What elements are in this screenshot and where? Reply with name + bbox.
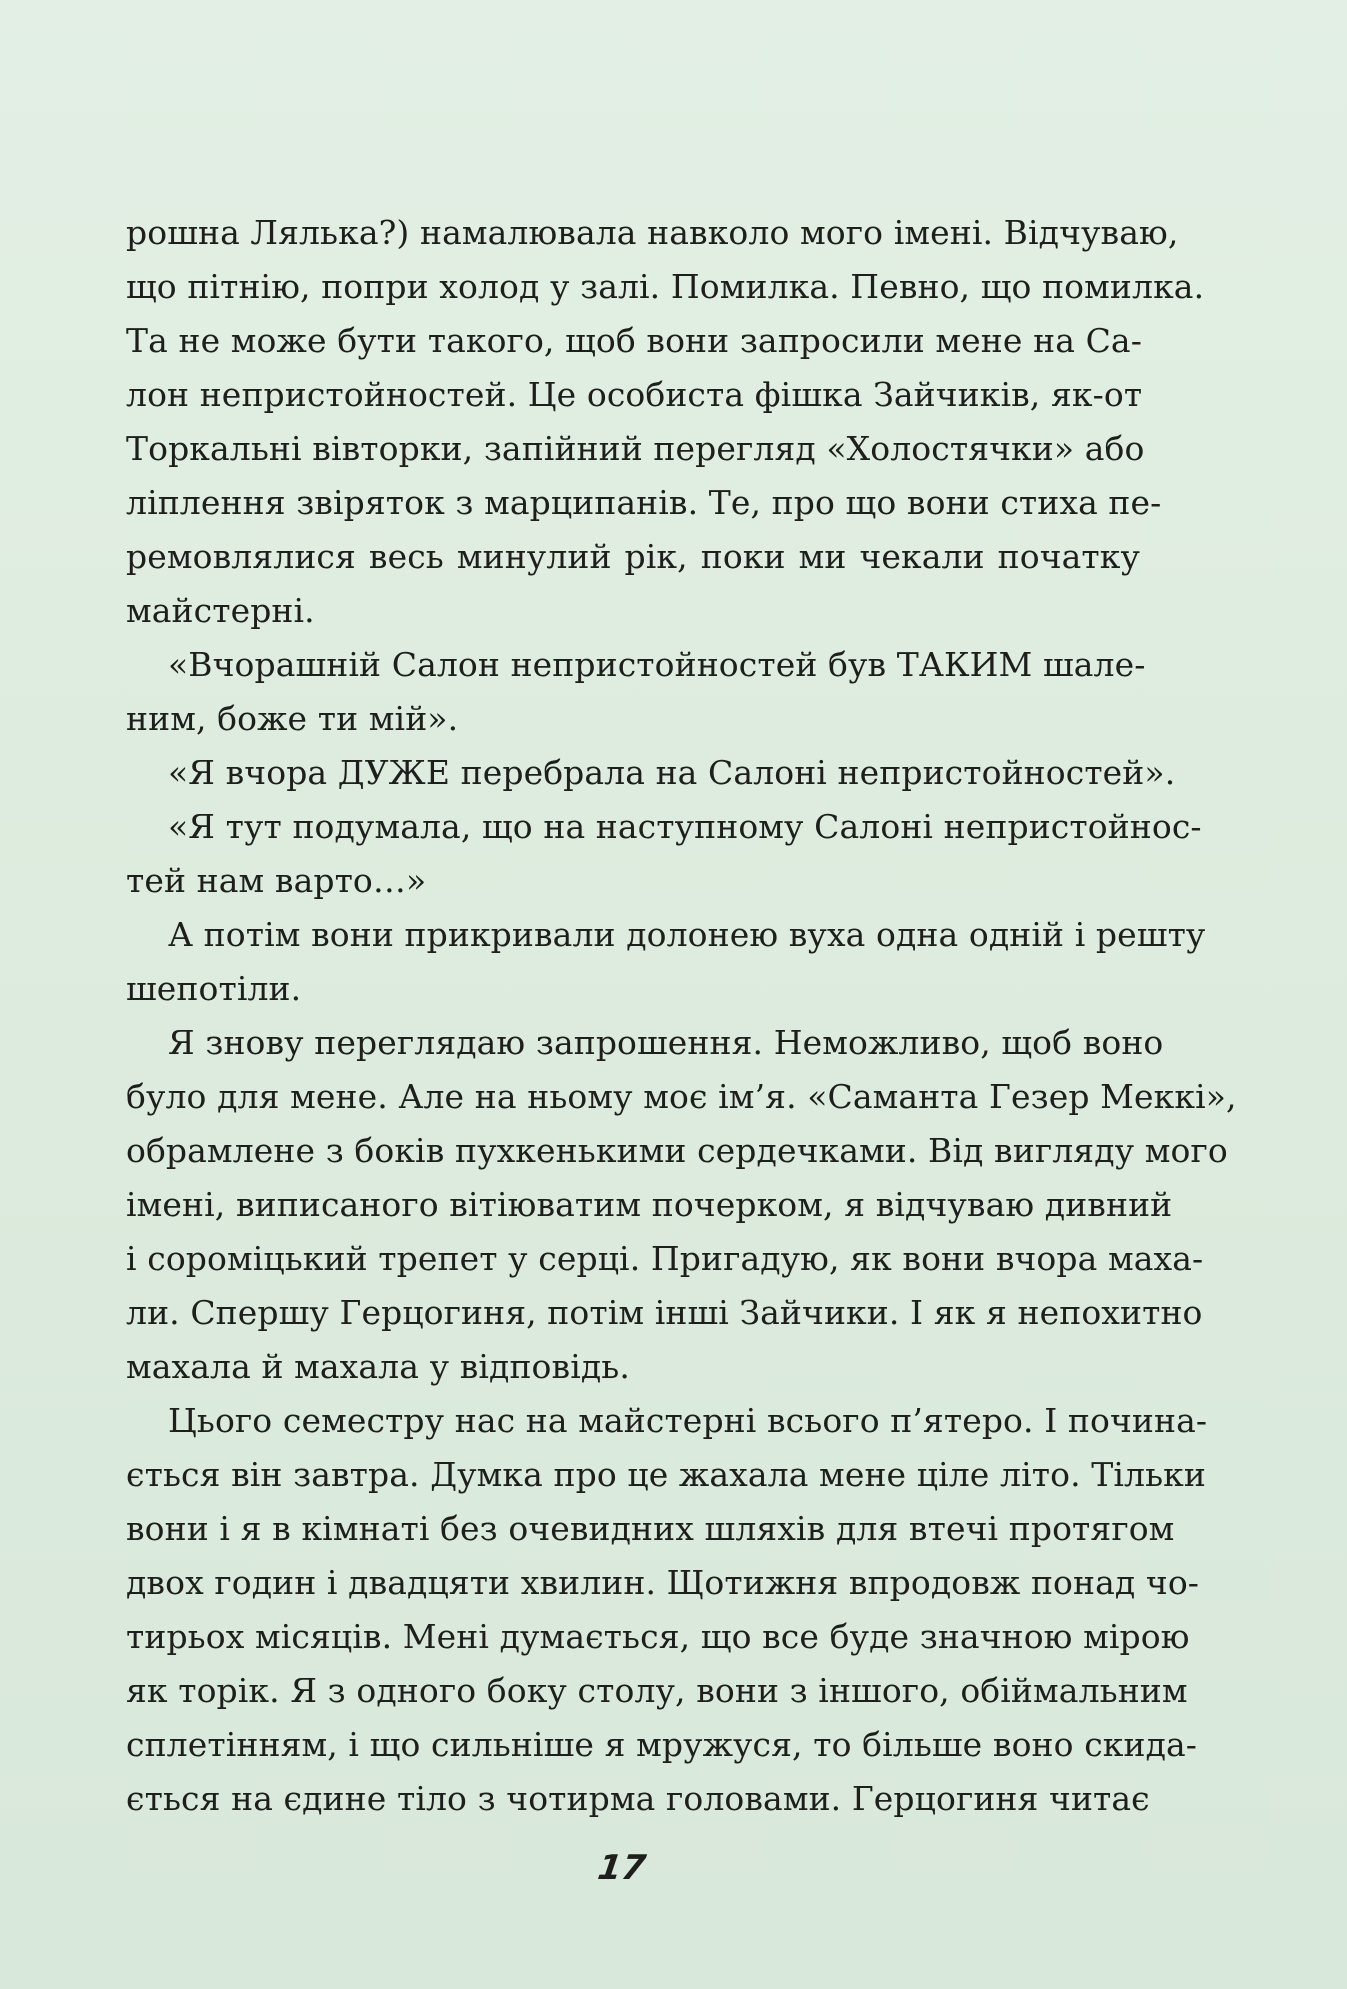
text-line: ється на єдине тіло з чотирма головами. Герцогиня читає: [126, 1779, 1150, 1818]
text-line: ліплення звіряток з марципанів. Те, про що вони стиха пе-: [126, 483, 1162, 522]
page-number: 17: [595, 1848, 649, 1888]
text-line: вони і я в кімнаті без очевидних шляхів для втечі протягом: [126, 1509, 1175, 1548]
text-line: що пітнію, попри холод у залі. Помилка. Певно, що помилка.: [126, 267, 1205, 306]
text-line: «Я вчора ДУЖЕ перебрала на Салоні непристойностей».: [168, 753, 1176, 792]
text-line: обрамлене з боків пухкенькими сердечками. Від вигляду мого: [126, 1131, 1228, 1170]
text-line: лон непристойностей. Це особиста фішка Зайчиків, як-от: [126, 375, 1143, 414]
text-line: було для мене. Але на ньому моє ім’я. «Саманта Гезер Меккі»,: [126, 1077, 1237, 1116]
text-line: Я знову переглядаю запрошення. Неможливо, щоб воно: [168, 1023, 1164, 1062]
text-line: сплетінням, і що сильніше я мружуся, то більше воно скида-: [126, 1725, 1198, 1764]
text-line: і сороміцький трепет у серці. Пригадую, як вони вчора маха-: [126, 1239, 1204, 1278]
text-line: тей нам варто…»: [126, 861, 427, 900]
text-line: майстерні.: [126, 591, 315, 630]
text-line: тирьох місяців. Мені думається, що все буде значною мірою: [126, 1617, 1190, 1656]
body-text: [126, 206, 1237, 1826]
text-line: «Вчорашній Салон непристойностей був ТАКИМ шале-: [168, 645, 1146, 684]
text-line: ється він завтра. Думка про це жахала мене ціле літо. Тільки: [126, 1455, 1206, 1494]
text-line: ним, боже ти мій».: [126, 699, 459, 738]
text-line: імені, виписаного вітіюватим почерком, я відчуваю дивний: [126, 1185, 1173, 1224]
text-line: махала й махала у відповідь.: [126, 1347, 630, 1386]
text-line: двох годин і двадцяти хвилин. Щотижня впродовж понад чо-: [126, 1563, 1200, 1602]
text-line: ремовлялися весь минулий рік, поки ми чекали початку: [126, 537, 1140, 576]
text-line: ли. Спершу Герцогиня, потім інші Зайчики. І як я непохитно: [126, 1293, 1203, 1332]
text-line: рошна Лялька?) намалювала навколо мого імені. Відчуваю,: [126, 213, 1179, 252]
text-line: шепотіли.: [126, 969, 302, 1008]
text-line: «Я тут подумала, що на наступному Салоні непристойнос-: [168, 807, 1202, 846]
text-line: А потім вони прикривали долонею вуха одна одній і решту: [168, 915, 1206, 954]
text-line: Торкальні вівторки, запійний перегляд «Холостячки» або: [126, 429, 1145, 468]
text-line: Та не може бути такого, щоб вони запросили мене на Са-: [126, 321, 1142, 360]
text-line: як торік. Я з одного боку столу, вони з іншого, обіймальним: [126, 1671, 1188, 1710]
text-line: Цього семестру нас на майстерні всього п’ятеро. І почина-: [168, 1401, 1208, 1440]
